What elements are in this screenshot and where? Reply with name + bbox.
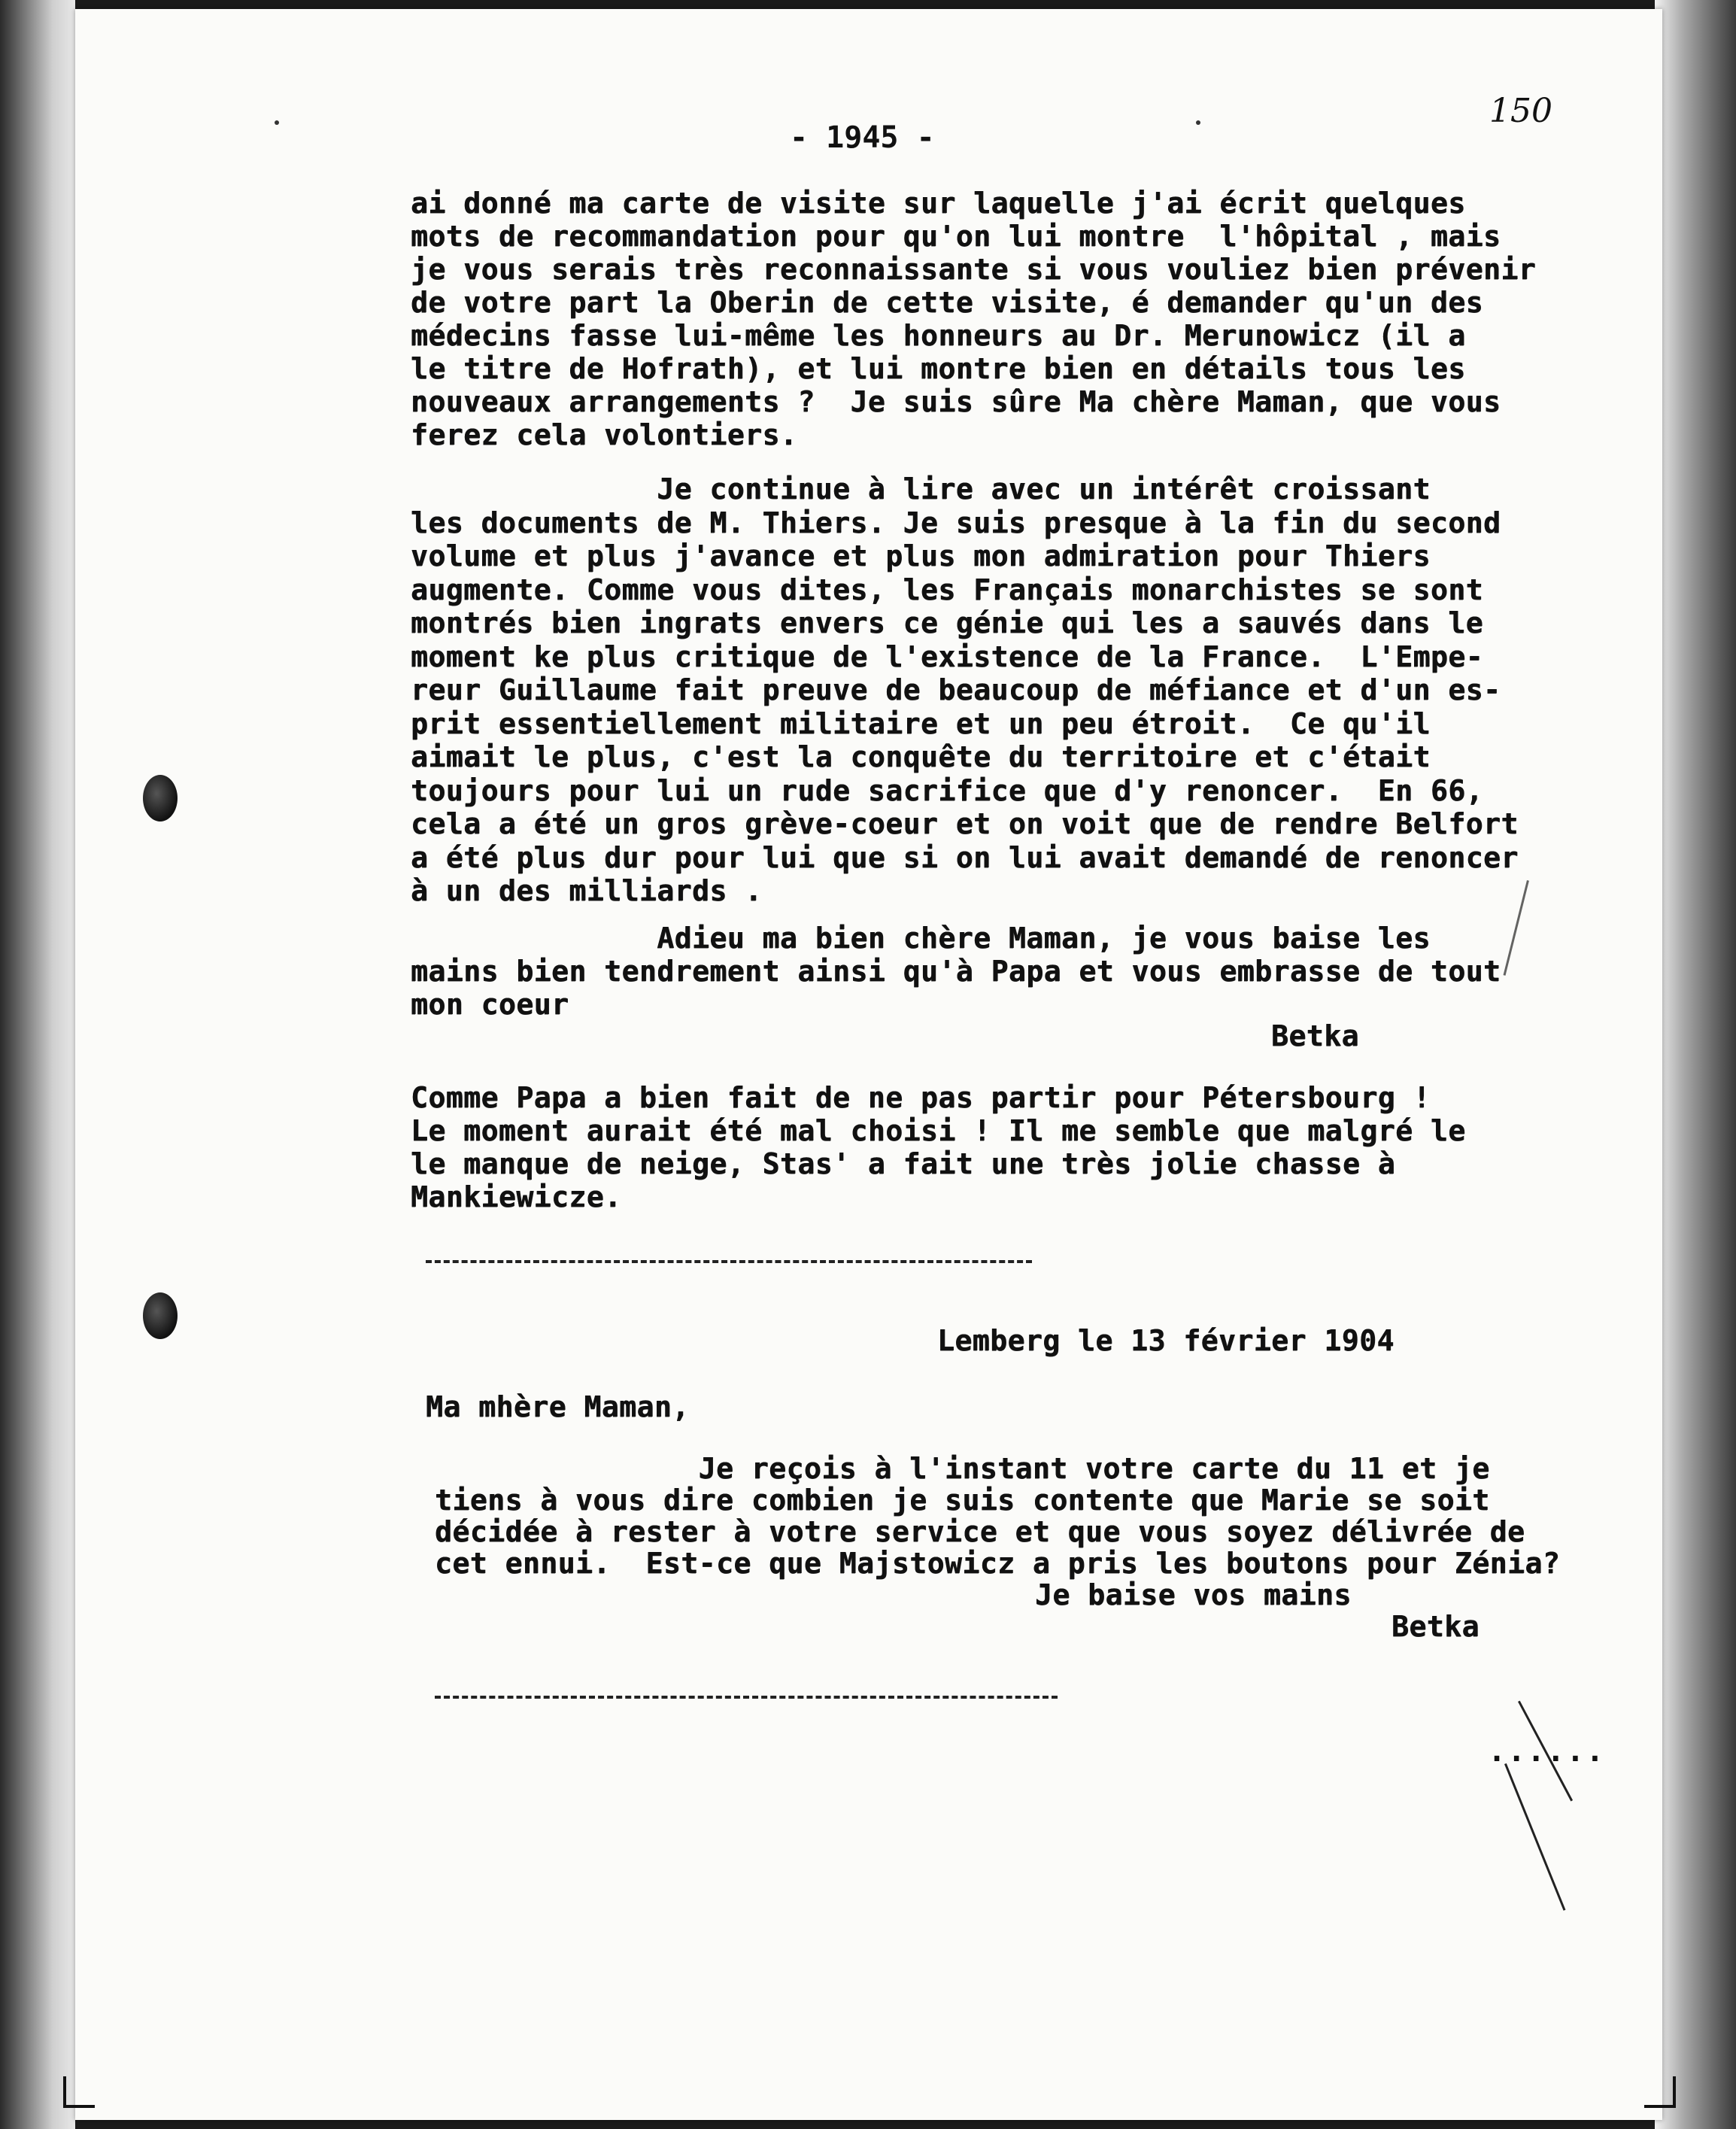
scan-speck	[1196, 120, 1200, 125]
text-line: a été plus dur pour lui que si on lui avait demandé de renoncer	[411, 840, 1519, 874]
text-line: Mankiewicze.	[411, 1180, 622, 1213]
text-line: décidée à rester à votre service et que vous soyez délivrée de	[435, 1515, 1525, 1548]
text-line: les documents de M. Thiers. Je suis presque à la fin du second	[411, 506, 1501, 539]
text-line: Je reçois à l'instant votre carte du 11 et je	[435, 1452, 1490, 1485]
letter-1-signature: Betka	[1271, 1019, 1359, 1052]
text-line: je vous serais très reconnaissante si vous vouliez bien prévenir	[411, 253, 1537, 286]
letter-2-closing: Je baise vos mains	[1035, 1578, 1352, 1611]
text-line: ferez cela volontiers.	[411, 418, 798, 451]
text-line: reur Guillaume fait preuve de beaucoup de méfiance et d'un es-	[411, 673, 1501, 706]
text-line: prit essentiellement militaire et un peu étroit. Ce qu'il	[411, 706, 1431, 740]
section-divider	[426, 1260, 1032, 1263]
punch-hole	[143, 775, 178, 822]
text-line: augmente. Comme vous dites, les Français monarchistes se sont	[411, 572, 1484, 606]
text-line: mon coeur	[411, 988, 569, 1021]
crop-mark-bottom-right	[1644, 2076, 1676, 2108]
text-line: nouveaux arrangements ? Je suis sûre Ma chère Maman, que vous	[411, 385, 1501, 418]
scan-right-edge	[1655, 0, 1736, 2129]
letter-2-signature: Betka	[1392, 1610, 1480, 1643]
section-divider	[435, 1696, 1058, 1699]
scan-speck	[275, 120, 279, 125]
text-line: Comme Papa a bien fait de ne pas partir pour Pétersbourg !	[411, 1081, 1431, 1114]
handwritten-folio-number: 150	[1489, 92, 1552, 130]
text-line: toujours pour lui un rude sacrifice que d'y renoncer. En 66,	[411, 773, 1484, 807]
page-number: - 1945 -	[790, 120, 935, 155]
text-line: médecins fasse lui-même les honneurs au Dr. Merunowicz (il a	[411, 319, 1466, 352]
text-line: à un des milliards .	[411, 874, 763, 907]
text-line: moment ke plus critique de l'existence de la France. L'Empe-	[411, 639, 1484, 673]
text-line: le titre de Hofrath), et lui montre bien en détails tous les	[411, 352, 1466, 385]
text-line: le manque de neige, Stas' a fait une très jolie chasse à	[411, 1147, 1396, 1180]
punch-hole	[143, 1292, 178, 1339]
text-line: tiens à vous dire combien je suis contente que Marie se soit	[435, 1484, 1490, 1517]
letter-2-salutation: Ma mhère Maman,	[426, 1390, 690, 1423]
continuation-marker: ......	[1488, 1734, 1606, 1769]
text-line: Le moment aurait été mal choisi ! Il me semble que malgré le	[411, 1114, 1466, 1147]
scan-left-edge	[0, 0, 75, 2129]
letter-2-dateline: Lemberg le 13 février 1904	[937, 1324, 1395, 1357]
text-line: cela a été un gros grève-coeur et on voit que de rendre Belfort	[411, 807, 1519, 840]
text-line: cet ennui. Est-ce que Majstowicz a pris les boutons pour Zénia?	[435, 1547, 1561, 1580]
text-line: ai donné ma carte de visite sur laquelle j'ai écrit quelques	[411, 187, 1466, 220]
crop-mark-bottom-left	[63, 2076, 95, 2108]
text-line: volume et plus j'avance et plus mon admiration pour Thiers	[411, 539, 1431, 572]
text-line: montrés bien ingrats envers ce génie qui les a sauvés dans le	[411, 606, 1484, 639]
text-line: Adieu ma bien chère Maman, je vous baise les	[411, 922, 1431, 955]
text-line: mots de recommandation pour qu'on lui montre l'hôpital , mais	[411, 220, 1501, 253]
text-line: Je continue à lire avec un intérêt croissant	[411, 472, 1431, 506]
text-line: aimait le plus, c'est la conquête du territoire et c'était	[411, 740, 1431, 773]
text-line: de votre part la Oberin de cette visite, é demander qu'un des	[411, 286, 1484, 319]
text-line: mains bien tendrement ainsi qu'à Papa et vous embrasse de tout	[411, 955, 1501, 988]
